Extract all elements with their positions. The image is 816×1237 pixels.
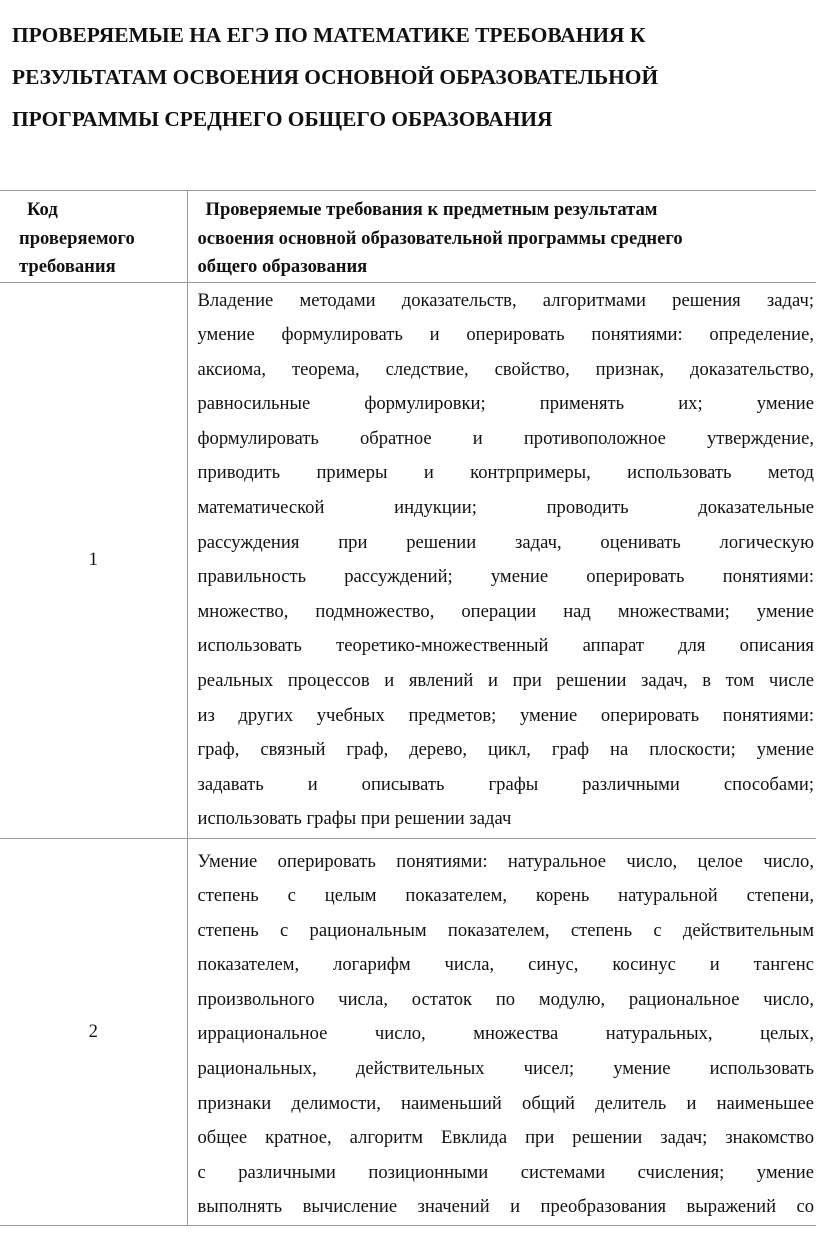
text-line: формулировать обратное и противоположное утверждение,: [197, 427, 814, 449]
text-line: умение формулировать и оперировать понятиями: определение,: [197, 324, 814, 346]
text-line: равносильные формулировки; применять их; умение: [197, 393, 814, 415]
text-line: выполнять вычисление значений и преобразования выражений со: [197, 1196, 814, 1218]
text-line: иррациональное число, множества натуральных, целых,: [197, 1023, 814, 1045]
text-line: рациональных, действительных чисел; умение использовать: [197, 1058, 814, 1080]
text-line: степень с рациональным показателем, степень с действительным: [197, 919, 814, 941]
text-line: математической индукции; проводить доказательные: [197, 497, 814, 519]
requirement-text: [187, 838, 816, 1226]
text-line: с различными позиционными системами счисления; умение: [197, 1161, 814, 1183]
text-line: признаки делимости, наименьший общий делитель и наименьшее: [197, 1092, 814, 1114]
text-line: граф, связный граф, дерево, цикл, граф на плоскости; умение: [197, 739, 814, 761]
text-line: аксиома, теорема, следствие, свойство, признак, доказательство,: [197, 358, 814, 380]
header-code-cell: [0, 191, 187, 283]
text-line: степень с целым показателем, корень натуральной степени,: [197, 885, 814, 907]
document-title: [12, 14, 812, 140]
title-line: ПРОГРАММЫ СРЕДНЕГО ОБЩЕГО ОБРАЗОВАНИЯ: [12, 107, 553, 131]
text-line: произвольного числа, остаток по модулю, рациональное число,: [197, 988, 814, 1010]
table-header-row: [0, 191, 816, 283]
requirements-table: [0, 190, 816, 1226]
table-row: [0, 282, 816, 838]
header-req-line: освоения основной образовательной программы среднего: [197, 227, 683, 249]
text-line: рассуждения при решении задач, оценивать логическую: [197, 531, 814, 553]
header-code-line: проверяемого: [19, 227, 135, 249]
header-code-line: требования: [19, 256, 116, 277]
header-requirements-cell: [187, 191, 816, 283]
text-line: правильность рассуждений; умение оперировать понятиями:: [197, 566, 814, 588]
header-req-line: Проверяемые требования к предметным результатам: [205, 199, 658, 220]
text-line: использовать теоретико-множественный аппарат для описания: [197, 635, 814, 657]
requirement-code: 1: [0, 282, 187, 838]
text-line: использовать графы при решении задач: [197, 808, 512, 830]
text-line: из других учебных предметов; умение оперировать понятиями:: [197, 704, 814, 726]
text-line: задавать и описывать графы различными способами;: [197, 773, 814, 795]
text-line: реальных процессов и явлений и при решении задач, в том числе: [197, 670, 814, 692]
text-line: Умение оперировать понятиями: натуральное число, целое число,: [197, 850, 814, 872]
requirement-code: 2: [0, 838, 187, 1226]
header-req-line: общего образования: [197, 256, 368, 277]
text-line: приводить примеры и контрпримеры, использовать метод: [197, 462, 814, 484]
title-line: ПРОВЕРЯЕМЫЕ НА ЕГЭ ПО МАТЕМАТИКЕ ТРЕБОВАНИЯ К: [12, 23, 646, 47]
text-line: показателем, логарифм числа, синус, косинус и тангенс: [197, 954, 814, 976]
text-line: Владение методами доказательств, алгоритмами решения задач;: [197, 289, 814, 311]
requirements-table-container: [0, 190, 816, 1226]
title-line: РЕЗУЛЬТАТАМ ОСВОЕНИЯ ОСНОВНОЙ ОБРАЗОВАТЕЛЬНОЙ: [12, 65, 659, 89]
table-row: [0, 838, 816, 1226]
text-line: общее кратное, алгоритм Евклида при решении задач; знакомство: [197, 1127, 814, 1149]
requirement-text: [187, 282, 816, 838]
header-code-line: Код: [27, 199, 58, 220]
text-line: множество, подмножество, операции над множествами; умение: [197, 600, 814, 622]
